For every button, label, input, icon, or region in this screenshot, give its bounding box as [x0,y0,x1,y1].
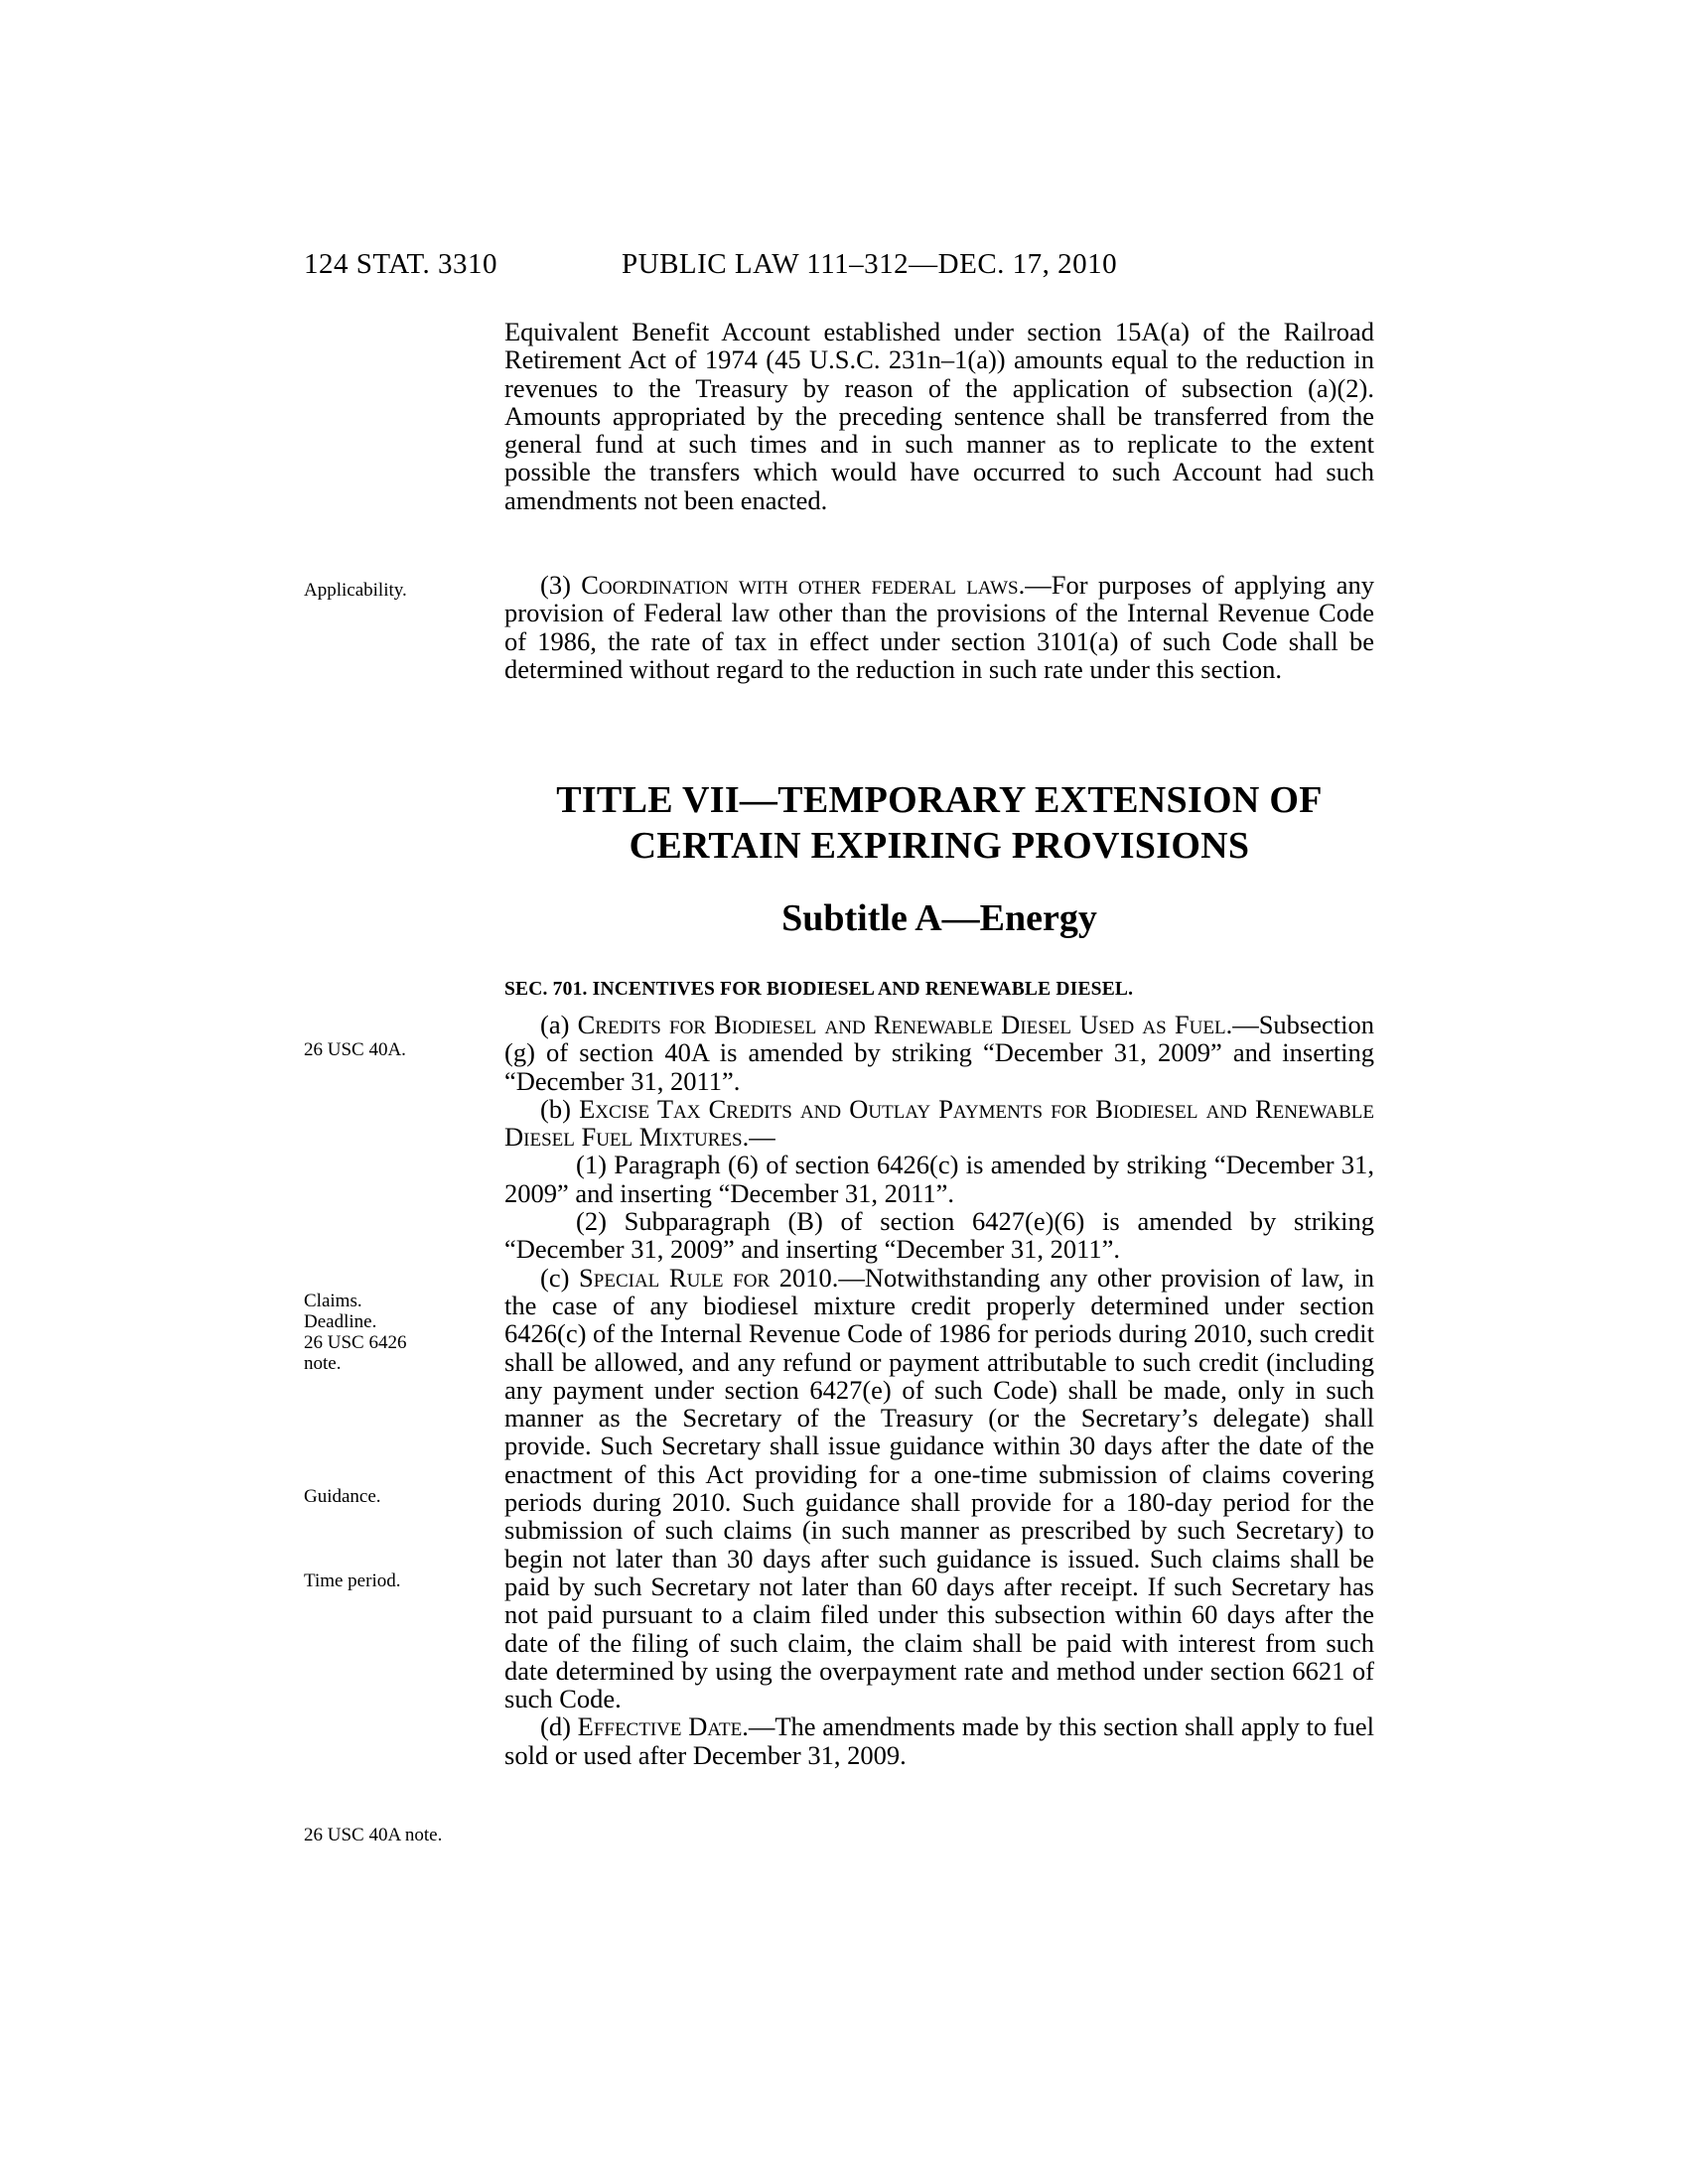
subsection-d-label: (d) [540,1711,578,1742]
subsection-a [504,1011,1374,1095]
subsection-b [504,1095,1374,1152]
title-line-1: TITLE VII—TEMPORARY EXTENSION OF [556,779,1323,821]
subsection-b-heading: Excise Tax Credits and Outlay Payments for Biodiesel and Renewable Diesel Fuel Mixtures [504,1093,1374,1153]
sidenote-26-usc-40a: 26 USC 40A. [304,1039,406,1060]
title-heading [496,777,1382,869]
sidenote-guidance: Guidance. [304,1486,381,1507]
subtitle-heading: Subtitle A—Energy [781,897,1097,939]
continuation-block [504,318,1374,514]
sidenote-deadline: Deadline. [304,1311,377,1332]
paragraph-3-heading: Coordination with other federal laws [581,570,1019,600]
subsection-c-heading: Special Rule for 2010 [579,1262,832,1293]
subsection-d [504,1712,1374,1769]
stat-page-reference: 124 STAT. 3310 [304,248,498,280]
section-body [504,1011,1374,1769]
sidenote-claims [304,1291,483,1374]
subsection-c-text: .—Notwithstanding any other provision of law, in the case of any biodiesel mixture credit properly determined under section 6426(c) of the Internal Revenue Code of 1986 for periods during 2010, such credit shall be allowed, and any refund or payment attributable to such credit (including any payment under section 6427(e) of such Code) shall be made, only in such manner as the Secretary of the Treasury (or the Secretary’s delegate) shall provide. Such Secretary shall issue guidance within 30 days after the date of the enactment of this Act providing for a one-time submission of claims covering periods during 2010. Such guidance shall provide for a 180-day period for the submission of such claims (in such manner as prescribed by such Secretary) to begin not later than 30 days after such guidance is issued. Such claims shall be paid by such Secretary not later than 60 days after receipt. If such Secretary has not paid pursuant to a claim filed under this subsection within 60 days after the date of the filing of such claim, the claim shall be paid with interest from such date determined by using the overpayment rate and method under section 6621 of such Code. [504,1262,1374,1714]
subsection-b-item-2: (2) Subparagraph (B) of section 6427(e)(6) is amended by striking “December 31, 2009” and inserting “December 31, 2011”. [504,1206,1374,1265]
subsection-a-text: .—Subsection (g) of section 40A is amended by striking “December 31, 2009” and inserting “December 31, 2011”. [504,1010,1374,1096]
paragraph-3-label: (3) [540,570,582,600]
continuation-paragraph: Equivalent Benefit Account established under section 15A(a) of the Railroad Retirement Act of 1974 (45 U.S.C. 231n–1(a)) amounts equal to the reduction in revenues to the Treasury by reason of the application of subsection (a)(2). Amounts appropriated by the preceding sentence shall be transferred from the general fund at such times and in such manner as to replicate to the extent possible the transfers which would have occurred to such Account had such amendments not been enacted. [504,317,1374,515]
sidenote-26-usc-40a-note: 26 USC 40A note. [304,1825,443,1845]
subsection-c [504,1264,1374,1713]
sidenote-applicability: Applicability. [304,580,407,601]
title-line-2: CERTAIN EXPIRING PROVISIONS [629,825,1250,867]
sidenote-time-period: Time period. [304,1570,401,1591]
subsection-b-label: (b) [540,1093,580,1124]
section-heading: SEC. 701. INCENTIVES FOR BIODIESEL AND RENEWABLE DIESEL. [504,979,1134,1000]
sidenote-claims-text: Claims. [304,1291,362,1311]
running-title: PUBLIC LAW 111–312—DEC. 17, 2010 [622,248,1118,280]
subsection-d-heading: Effective Date [577,1711,743,1742]
subsection-b-item-1: (1) Paragraph (6) of section 6426(c) is amended by striking “December 31, 2009” and inserting “December 31, 2011”. [504,1150,1374,1208]
sidenote-26-usc-6426-note: 26 USC 6426 note. [304,1332,407,1374]
subsection-b-text: .— [742,1122,775,1153]
subsection-a-heading: Credits for Biodiesel and Renewable Diesel Used as Fuel [577,1010,1226,1039]
subsection-d-text: .—The amendments made by this section shall apply to fuel sold or used after December 31, 2009. [504,1711,1375,1770]
subsection-a-label: (a) [540,1010,578,1039]
paragraph-3 [504,571,1374,683]
paragraph-3-block [504,571,1374,683]
subsection-c-label: (c) [540,1262,580,1293]
paragraph-3-text: .—For purposes of applying any provision of Federal law other than the provisions of the Internal Revenue Code of 1986, the rate of tax in effect under section 3101(a) of such Code shall be determined without regard to the reduction in such rate under this section. [504,570,1374,684]
